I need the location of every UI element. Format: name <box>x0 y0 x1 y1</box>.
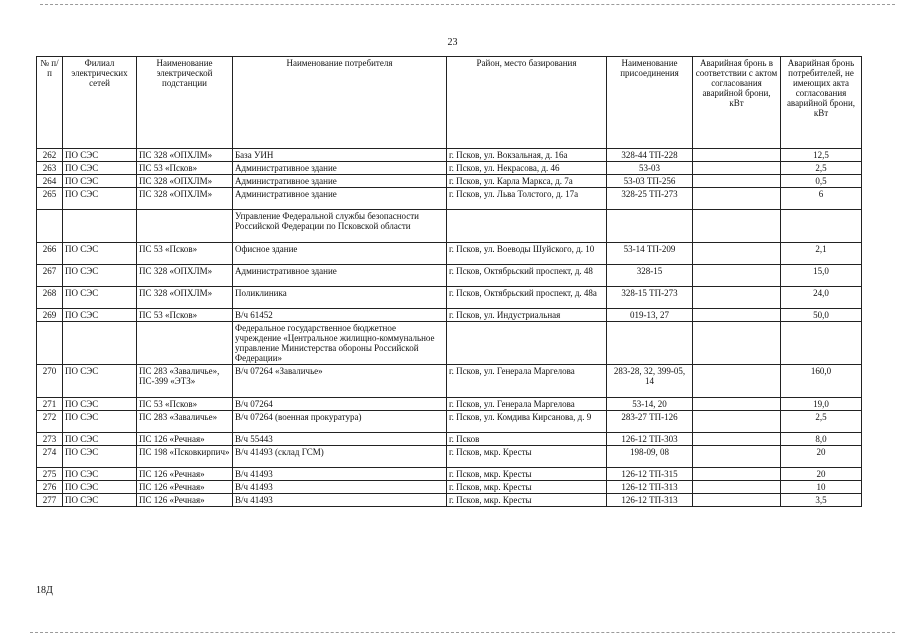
cell-consumer: В/ч 07264 (военная прокуратура) <box>233 411 447 433</box>
cell-branch: ПО СЭС <box>63 149 137 162</box>
cell-branch: ПО СЭС <box>63 287 137 309</box>
cell-num: 268 <box>37 287 63 309</box>
cell-district: г. Псков, мкр. Кресты <box>447 494 607 507</box>
organization-group-row <box>37 210 862 243</box>
table-row <box>37 494 862 507</box>
header-connection: Наименование присоединения <box>607 57 693 149</box>
cell-district: г. Псков, ул. Некрасова, д. 46 <box>447 162 607 175</box>
cell-connection: 283-27 ТП-126 <box>607 411 693 433</box>
cell-district: г. Псков, ул. Льва Толстого, д. 17а <box>447 188 607 210</box>
cell-num: 269 <box>37 309 63 322</box>
cell-district: г. Псков, мкр. Кресты <box>447 446 607 468</box>
cell-substation: ПС 126 «Речная» <box>137 494 233 507</box>
cell-reserve-without-act: 160,0 <box>781 365 862 398</box>
table-row <box>37 481 862 494</box>
cell-connection: 53-03 ТП-256 <box>607 175 693 188</box>
cell-branch: ПО СЭС <box>63 494 137 507</box>
cell-connection: 126-12 ТП-315 <box>607 468 693 481</box>
table-row <box>37 398 862 411</box>
cell-substation: ПС 328 «ОПХЛМ» <box>137 149 233 162</box>
cell-connection: 53-03 <box>607 162 693 175</box>
cell-reserve-with-act <box>693 188 781 210</box>
cell-district: г. Псков, ул. Карла Маркса, д. 7а <box>447 175 607 188</box>
cell-reserve-without-act: 0,5 <box>781 175 862 188</box>
cell-substation: ПС 53 «Псков» <box>137 243 233 265</box>
cell-substation: ПС 328 «ОПХЛМ» <box>137 175 233 188</box>
cell-consumer: В/ч 41493 <box>233 468 447 481</box>
cell-consumer: В/ч 07264 <box>233 398 447 411</box>
cell-consumer: В/ч 41493 <box>233 494 447 507</box>
table-row <box>37 188 862 210</box>
cell-branch: ПО СЭС <box>63 188 137 210</box>
cell-substation: ПС 126 «Речная» <box>137 433 233 446</box>
emergency-reserve-table <box>36 56 862 507</box>
cell-num: 267 <box>37 265 63 287</box>
cell-num: 266 <box>37 243 63 265</box>
cell-district: г. Псков, ул. Индустриальная <box>447 309 607 322</box>
cell-num: 273 <box>37 433 63 446</box>
cell-num: 274 <box>37 446 63 468</box>
cell-branch: ПО СЭС <box>63 433 137 446</box>
cell-substation: ПС 328 «ОПХЛМ» <box>137 188 233 210</box>
cell-num: 270 <box>37 365 63 398</box>
empty-cell <box>37 322 63 365</box>
cell-reserve-without-act: 10 <box>781 481 862 494</box>
cell-branch: ПО СЭС <box>63 411 137 433</box>
table-row <box>37 309 862 322</box>
cell-reserve-without-act: 12,5 <box>781 149 862 162</box>
cell-consumer: В/ч 55443 <box>233 433 447 446</box>
cell-num: 264 <box>37 175 63 188</box>
empty-cell <box>781 210 862 243</box>
cell-district: г. Псков, Октябрьский проспект, д. 48а <box>447 287 607 309</box>
cell-consumer: Офисное здание <box>233 243 447 265</box>
cell-reserve-with-act <box>693 175 781 188</box>
cell-num: 277 <box>37 494 63 507</box>
cell-branch: ПО СЭС <box>63 309 137 322</box>
cell-substation: ПС 283 «Заваличье», ПС-399 «ЭТЗ» <box>137 365 233 398</box>
cell-reserve-with-act <box>693 481 781 494</box>
cell-num: 276 <box>37 481 63 494</box>
cell-consumer: Административное здание <box>233 162 447 175</box>
page-number: 23 <box>447 37 458 48</box>
cell-reserve-without-act: 50,0 <box>781 309 862 322</box>
table-row <box>37 243 862 265</box>
cell-num: 262 <box>37 149 63 162</box>
cell-substation: ПС 126 «Речная» <box>137 481 233 494</box>
cell-reserve-with-act <box>693 309 781 322</box>
cell-substation: ПС 198 «Псковкирпич» <box>137 446 233 468</box>
organization-name: Управление Федеральной службы безопасности Российской Федерации по Псковской области <box>233 210 447 243</box>
cell-num: 272 <box>37 411 63 433</box>
cell-consumer: В/ч 61452 <box>233 309 447 322</box>
table-row <box>37 365 862 398</box>
empty-cell <box>37 210 63 243</box>
cell-connection: 019-13, 27 <box>607 309 693 322</box>
cell-substation: ПС 53 «Псков» <box>137 309 233 322</box>
cell-substation: ПС 53 «Псков» <box>137 162 233 175</box>
header-consumer: Наименование потребителя <box>233 57 447 149</box>
header-reserve-without-act: Аварийная бронь потребителей, не имеющих акта согласования аварийной брони, кВт <box>781 57 862 149</box>
cell-reserve-with-act <box>693 149 781 162</box>
cell-substation: ПС 126 «Речная» <box>137 468 233 481</box>
cell-substation: ПС 53 «Псков» <box>137 398 233 411</box>
cell-reserve-without-act: 19,0 <box>781 398 862 411</box>
cell-reserve-without-act: 6 <box>781 188 862 210</box>
cell-reserve-without-act: 20 <box>781 446 862 468</box>
cell-consumer: Поликлиника <box>233 287 447 309</box>
cell-num: 275 <box>37 468 63 481</box>
empty-cell <box>447 322 607 365</box>
cell-district: г. Псков, мкр. Кресты <box>447 468 607 481</box>
cell-reserve-without-act: 8,0 <box>781 433 862 446</box>
table-row <box>37 446 862 468</box>
cell-branch: ПО СЭС <box>63 265 137 287</box>
cell-connection: 328-15 ТП-273 <box>607 287 693 309</box>
header-reserve-with-act: Аварийная бронь в соответствии с актом согласования аварийной брони, кВт <box>693 57 781 149</box>
cell-num: 263 <box>37 162 63 175</box>
cell-reserve-without-act: 24,0 <box>781 287 862 309</box>
empty-cell <box>693 322 781 365</box>
cell-substation: ПС 328 «ОПХЛМ» <box>137 265 233 287</box>
table-body <box>37 149 862 507</box>
cell-district: г. Псков, ул. Генерала Маргелова <box>447 398 607 411</box>
cell-connection: 53-14, 20 <box>607 398 693 411</box>
empty-cell <box>63 210 137 243</box>
table-row <box>37 433 862 446</box>
cell-consumer: В/ч 41493 (склад ГСМ) <box>233 446 447 468</box>
cell-reserve-with-act <box>693 243 781 265</box>
cell-reserve-without-act: 20 <box>781 468 862 481</box>
table-row <box>37 287 862 309</box>
cell-connection: 126-12 ТП-313 <box>607 481 693 494</box>
empty-cell <box>607 210 693 243</box>
cell-district: г. Псков, ул. Вокзальная, д. 16а <box>447 149 607 162</box>
table-row <box>37 411 862 433</box>
cell-reserve-with-act <box>693 365 781 398</box>
cell-district: г. Псков <box>447 433 607 446</box>
cell-num: 265 <box>37 188 63 210</box>
cell-connection: 328-44 ТП-228 <box>607 149 693 162</box>
cell-connection: 126-12 ТП-303 <box>607 433 693 446</box>
table-row <box>37 265 862 287</box>
cell-connection: 198-09, 08 <box>607 446 693 468</box>
cell-substation: ПС 283 «Заваличье» <box>137 411 233 433</box>
cell-district: г. Псков, ул. Генерала Маргелова <box>447 365 607 398</box>
empty-cell <box>607 322 693 365</box>
cell-reserve-with-act <box>693 287 781 309</box>
document-code: 18Д <box>36 585 53 596</box>
cell-district: г. Псков, ул. Комдива Кирсанова, д. 9 <box>447 411 607 433</box>
cell-consumer: В/ч 41493 <box>233 481 447 494</box>
cell-branch: ПО СЭС <box>63 446 137 468</box>
table-row <box>37 175 862 188</box>
cell-branch: ПО СЭС <box>63 468 137 481</box>
cell-connection: 126-12 ТП-313 <box>607 494 693 507</box>
cell-reserve-without-act: 2,1 <box>781 243 862 265</box>
header-branch: Филиал электрических сетей <box>63 57 137 149</box>
cell-branch: ПО СЭС <box>63 243 137 265</box>
cell-reserve-without-act: 15,0 <box>781 265 862 287</box>
table-row <box>37 468 862 481</box>
scan-bottom-edge <box>30 632 895 633</box>
header-num: № п/п <box>37 57 63 149</box>
organization-name: Федеральное государственное бюджетное учреждение «Центральное жилищно-коммунальное управление Министерства обороны Российской Федерации» <box>233 322 447 365</box>
empty-cell <box>447 210 607 243</box>
cell-consumer: Административное здание <box>233 188 447 210</box>
cell-reserve-with-act <box>693 265 781 287</box>
cell-reserve-with-act <box>693 398 781 411</box>
scan-top-edge <box>40 4 895 5</box>
cell-connection: 53-14 ТП-209 <box>607 243 693 265</box>
cell-branch: ПО СЭС <box>63 365 137 398</box>
empty-cell <box>63 322 137 365</box>
cell-reserve-with-act <box>693 468 781 481</box>
cell-branch: ПО СЭС <box>63 398 137 411</box>
cell-consumer: В/ч 07264 «Заваличье» <box>233 365 447 398</box>
cell-substation: ПС 328 «ОПХЛМ» <box>137 287 233 309</box>
cell-connection: 283-28, 32, 399-05, 14 <box>607 365 693 398</box>
empty-cell <box>137 322 233 365</box>
cell-reserve-with-act <box>693 433 781 446</box>
cell-branch: ПО СЭС <box>63 162 137 175</box>
empty-cell <box>137 210 233 243</box>
cell-district: г. Псков, мкр. Кресты <box>447 481 607 494</box>
cell-reserve-with-act <box>693 411 781 433</box>
cell-branch: ПО СЭС <box>63 175 137 188</box>
empty-cell <box>693 210 781 243</box>
cell-reserve-without-act: 2,5 <box>781 411 862 433</box>
cell-reserve-with-act <box>693 494 781 507</box>
header-substation: Наименование электрической подстанции <box>137 57 233 149</box>
cell-consumer: База УИН <box>233 149 447 162</box>
cell-reserve-without-act: 2,5 <box>781 162 862 175</box>
header-district: Район, место базирования <box>447 57 607 149</box>
cell-connection: 328-25 ТП-273 <box>607 188 693 210</box>
cell-district: г. Псков, Октябрьский проспект, д. 48 <box>447 265 607 287</box>
cell-consumer: Административное здание <box>233 175 447 188</box>
organization-group-row <box>37 322 862 365</box>
cell-reserve-with-act <box>693 162 781 175</box>
table-header-row <box>37 57 862 149</box>
cell-reserve-without-act: 3,5 <box>781 494 862 507</box>
cell-connection: 328-15 <box>607 265 693 287</box>
cell-reserve-with-act <box>693 446 781 468</box>
cell-num: 271 <box>37 398 63 411</box>
table-row <box>37 162 862 175</box>
empty-cell <box>781 322 862 365</box>
cell-district: г. Псков, ул. Воеводы Шуйского, д. 10 <box>447 243 607 265</box>
cell-consumer: Административное здание <box>233 265 447 287</box>
table-row <box>37 149 862 162</box>
cell-branch: ПО СЭС <box>63 481 137 494</box>
